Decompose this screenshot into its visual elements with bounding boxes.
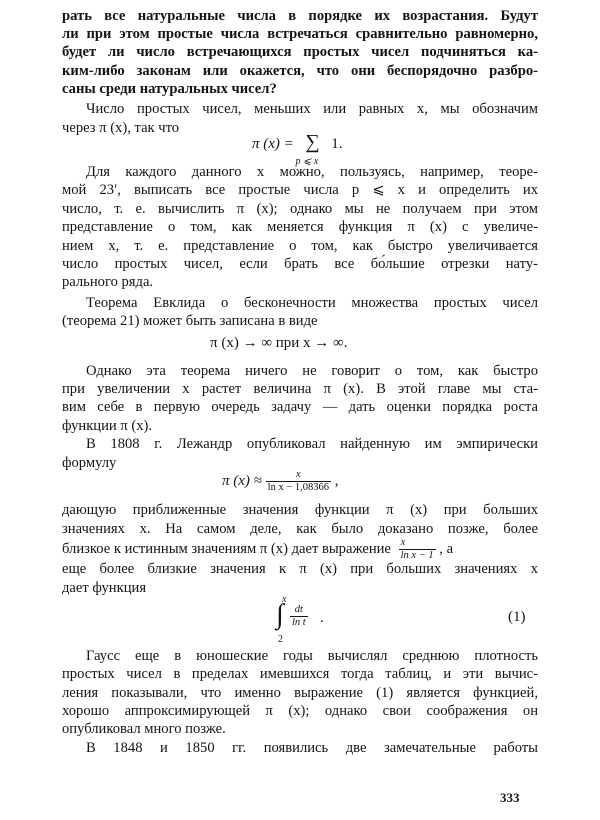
formula-tail: . bbox=[320, 610, 324, 626]
text-line: опубликовал много позже. bbox=[62, 721, 226, 737]
text-line: формулу bbox=[62, 455, 117, 471]
text-line: ли при этом простые числа встречаться сравнительно равномерно, bbox=[62, 26, 538, 42]
fraction-numerator: x bbox=[295, 469, 301, 480]
text-line: В 1848 и 1850 гг. появились две замечательные работы bbox=[86, 740, 538, 756]
fraction-denominator: ln t bbox=[292, 617, 306, 628]
fraction-denominator: ln x − 1,08366 bbox=[267, 482, 329, 493]
text-line: В 1808 г. Лежандр опубликовал найденную им эмпирически bbox=[86, 436, 538, 452]
text-line: Число простых чисел, меньших или равных x, мы обозначим bbox=[86, 101, 538, 117]
text-line: саны среди натуральных чисел? bbox=[62, 81, 277, 97]
text-line: число простых чисел, если брать все бо́льшие отрезки нату- bbox=[62, 256, 538, 272]
text-line: рального ряда. bbox=[62, 274, 154, 290]
sum-icon: ∑ bbox=[305, 131, 320, 153]
text-line: простых чисел в пределах имевшихся тогда таблиц, и эти вычис- bbox=[62, 666, 538, 682]
text-line: хорошо аппроксимирующей π (x); однако свои соображения он bbox=[62, 703, 538, 719]
formula-limit: π (x) → ∞ при x → ∞. bbox=[210, 335, 348, 351]
text-line: рать все натуральные числа в порядке их возрастания. Будут bbox=[62, 8, 538, 24]
text-line: значениях x. На самом деле, как было доказано позже, более bbox=[62, 521, 538, 537]
text-line: ления показывали, что именно выражение (1) является функцией, bbox=[62, 685, 538, 701]
text-line: при увеличении x растет величина π (x). В этой главе мы ста- bbox=[62, 381, 538, 397]
text-line: представление о том, как меняется функция π (x) с увеличе- bbox=[62, 219, 538, 235]
text-line: Теорема Евклида о бесконечности множества простых чисел bbox=[86, 295, 538, 311]
text-line: вим себе в первую очередь задачу — дать оценки порядка роста bbox=[62, 399, 538, 415]
integral-lower-limit: 2 bbox=[278, 634, 283, 645]
page-number: 333 bbox=[500, 790, 520, 805]
text-segment: , а bbox=[439, 540, 454, 557]
text-line: дающую приближенные значения функции π (x) при больших bbox=[62, 502, 538, 518]
sum-operator bbox=[295, 131, 328, 167]
text-line: ким-либо законам или окажется, что они беспорядочно разбро- bbox=[62, 63, 538, 79]
formula-tail: , bbox=[334, 472, 339, 489]
text-line: Гаусс еще в юношеские годы вычислял среднюю плотность bbox=[86, 648, 538, 664]
integral-upper-limit: x bbox=[282, 594, 287, 605]
formula-left: π (x) = bbox=[252, 136, 294, 152]
formula-right: 1. bbox=[331, 136, 343, 152]
text-line: Однако эта теорема ничего не говорит о том, как быстро bbox=[86, 363, 538, 379]
formula-pi-definition bbox=[252, 131, 343, 167]
equation-number: (1) bbox=[508, 609, 526, 625]
fraction-numerator: x bbox=[400, 537, 406, 548]
sum-subscript: p ⩽ x bbox=[295, 156, 319, 167]
fraction-denominator: ln x − 1 bbox=[400, 550, 434, 561]
integral-icon: ∫ bbox=[276, 599, 284, 630]
integrand-fraction bbox=[290, 604, 308, 629]
text-line: будет ли число встречающихся простых чисел подчиняться ка- bbox=[62, 44, 538, 60]
text-line: нием x, т. е. представление о том, как быстро увеличивается bbox=[62, 238, 538, 254]
text-line: функции π (x). bbox=[62, 418, 153, 434]
text-segment: близкое к истинным значениям π (x) дает выражение bbox=[62, 540, 391, 557]
formula-legendre bbox=[222, 469, 339, 494]
text-line: (теорема 21) может быть записана в виде bbox=[62, 313, 318, 329]
formula-left: π (x) ≈ bbox=[222, 472, 262, 489]
fraction bbox=[266, 469, 331, 494]
text-line: еще более близкие значения к π (x) при больших значениях x bbox=[62, 561, 538, 577]
text-line: число, т. е. вычислить π (x); однако мы не получаем при этом bbox=[62, 201, 538, 217]
text-line: Для каждого данного x можно, пользуясь, например, теоре- bbox=[86, 164, 538, 180]
fraction-numerator: dt bbox=[294, 604, 303, 615]
text-line: через π (x), так что bbox=[62, 120, 180, 136]
text-line: мой 23′, выписать все простые числа p ⩽ x и определить их bbox=[62, 182, 538, 198]
text-line: дает функция bbox=[62, 580, 147, 596]
